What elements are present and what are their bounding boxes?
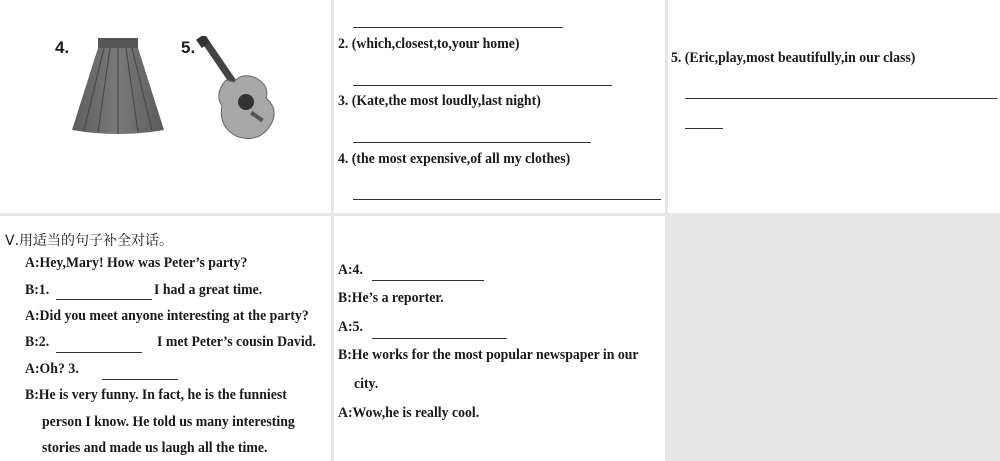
blank-4[interactable] [372,280,484,281]
question-5: 5. (Eric,play,most beautifully,in our class) [671,50,916,66]
question-4: 4. (the most expensive,of all my clothes) [338,151,571,167]
dialogue-line-a3: A:Oh? 3. [25,361,79,377]
question-3: 3. (Kate,the most loudly,last night) [338,93,541,109]
dialogue-line-b3: B:He is very funny. In fact, he is the funniest [25,387,287,403]
dialogue-line-b4: B:He’s a reporter. [338,290,444,306]
item-4-number: 4. [55,38,70,57]
dialogue-line-b1-suffix: I had a great time. [154,282,263,298]
question-2: 2. (which,closest,to,your home) [338,36,520,52]
guitar-image [196,36,280,142]
answer-line-5a[interactable] [685,98,997,99]
answer-line-3[interactable] [353,142,591,143]
item-5-number: 5. [181,38,196,57]
dialogue-line-a5: A:5. [338,319,363,335]
panel-top-middle [334,0,665,213]
answer-line-5b[interactable] [685,128,723,129]
dialogue-line-b1-prefix: B:1. [25,282,50,298]
dialogue-line-b3-cont2: stories and made us laugh all the time. [42,440,268,456]
section-heading: Ⅴ.用适当的句子补全对话。 [5,233,174,249]
answer-line-2[interactable] [353,85,612,86]
answer-line-1[interactable] [353,27,563,28]
panel-top-left [0,0,331,213]
dialogue-line-b5-cont: city. [354,376,379,392]
dialogue-line-b2-prefix: B:2. [25,334,50,350]
panel-bottom-left [0,216,331,461]
dialogue-line-a6: A:Wow,he is really cool. [338,405,480,421]
dialogue-line-b2-suffix: I met Peter’s cousin David. [157,334,316,350]
dialogue-line-a2: A:Did you meet anyone interesting at the party? [25,308,309,324]
answer-line-4[interactable] [353,199,661,200]
dialogue-line-a4: A:4. [338,262,363,278]
blank-3[interactable] [102,379,178,380]
blank-2[interactable] [56,352,142,353]
skirt-image [70,36,166,136]
empty-area [668,216,1000,461]
panel-bottom-middle [334,216,665,461]
dialogue-line-b3-cont1: person I know. He told us many interesting [42,414,295,430]
dialogue-line-a1: A:Hey,Mary! How was Peter’s party? [25,255,248,271]
blank-1[interactable] [56,299,152,300]
blank-5[interactable] [372,338,507,339]
panel-top-right [668,0,1000,213]
dialogue-line-b5: B:He works for the most popular newspaper in our [338,347,639,363]
